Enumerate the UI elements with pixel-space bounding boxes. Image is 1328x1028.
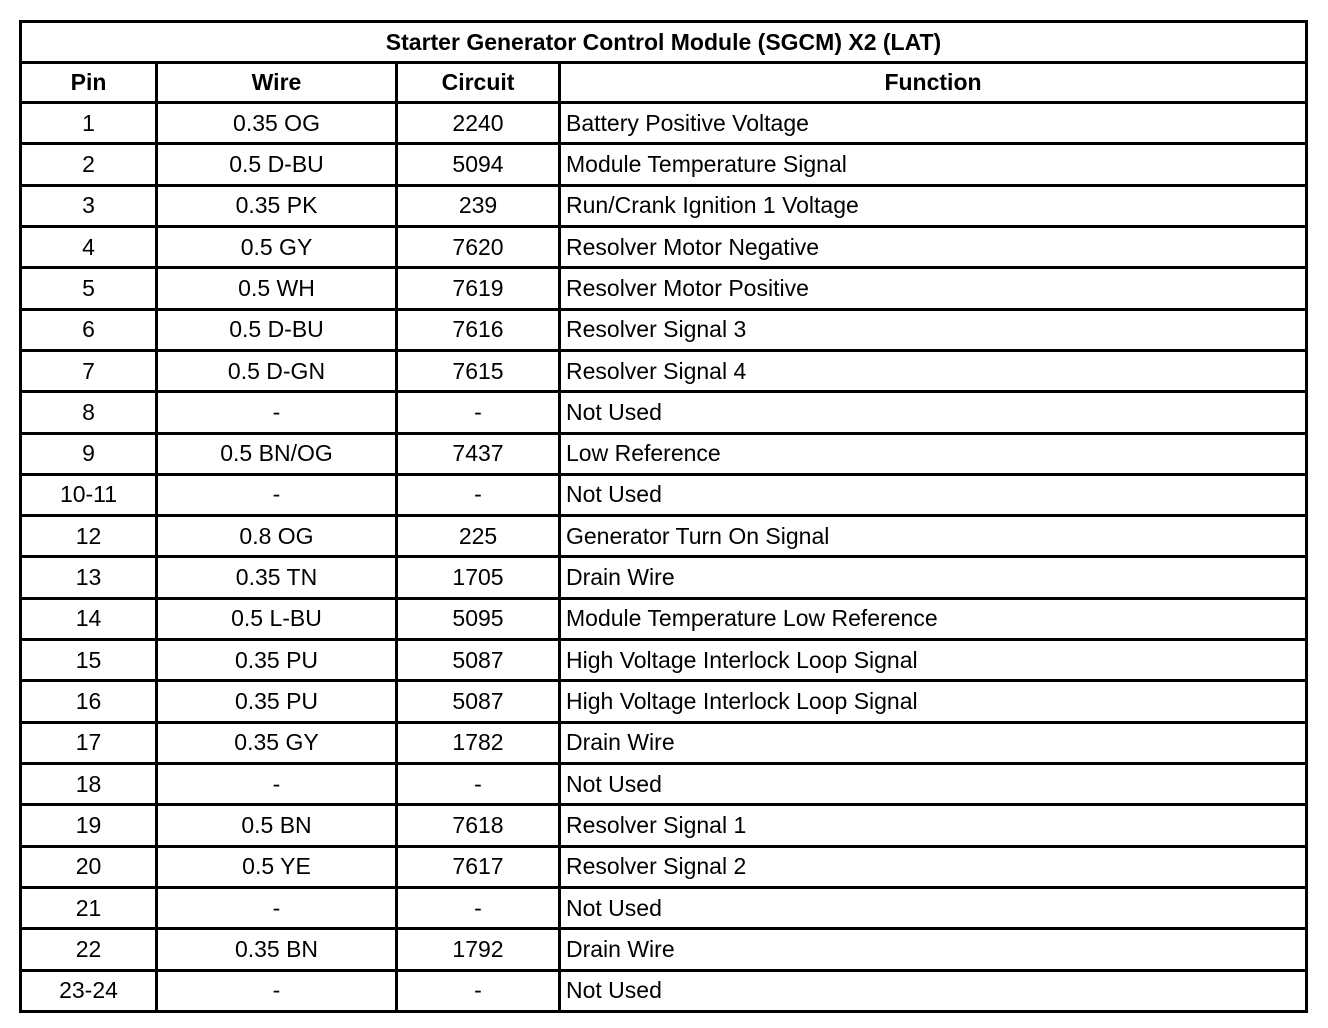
header-wire: Wire — [157, 63, 397, 103]
table-row — [21, 350, 1307, 391]
cell-circuit: 1782 — [397, 722, 560, 763]
cell-pin: 9 — [21, 433, 157, 474]
cell-circuit: 7618 — [397, 805, 560, 846]
cell-wire: - — [157, 970, 397, 1011]
cell-function: Not Used — [560, 887, 1307, 928]
cell-wire: 0.5 D-GN — [157, 350, 397, 391]
cell-pin: 13 — [21, 557, 157, 598]
header-circuit: Circuit — [397, 63, 560, 103]
cell-wire: 0.5 D-BU — [157, 309, 397, 350]
table-row — [21, 392, 1307, 433]
table-row — [21, 598, 1307, 639]
cell-wire: 0.5 L-BU — [157, 598, 397, 639]
cell-pin: 1 — [21, 103, 157, 144]
cell-function: Generator Turn On Signal — [560, 516, 1307, 557]
cell-function: Not Used — [560, 764, 1307, 805]
cell-wire: 0.35 OG — [157, 103, 397, 144]
cell-pin: 17 — [21, 722, 157, 763]
cell-function: Resolver Motor Positive — [560, 268, 1307, 309]
table-body — [21, 103, 1307, 1012]
cell-function: Not Used — [560, 392, 1307, 433]
cell-function: Module Temperature Signal — [560, 144, 1307, 185]
cell-circuit: 1705 — [397, 557, 560, 598]
cell-wire: 0.35 PU — [157, 681, 397, 722]
cell-function: Resolver Signal 1 — [560, 805, 1307, 846]
cell-pin: 22 — [21, 929, 157, 970]
cell-wire: 0.35 PK — [157, 185, 397, 226]
cell-pin: 2 — [21, 144, 157, 185]
cell-pin: 21 — [21, 887, 157, 928]
table-row — [21, 185, 1307, 226]
table-row — [21, 887, 1307, 928]
table-row — [21, 309, 1307, 350]
cell-circuit: 7619 — [397, 268, 560, 309]
cell-circuit: 5087 — [397, 681, 560, 722]
cell-function: Resolver Signal 2 — [560, 846, 1307, 887]
cell-function: High Voltage Interlock Loop Signal — [560, 681, 1307, 722]
cell-function: Resolver Signal 3 — [560, 309, 1307, 350]
cell-circuit: 7620 — [397, 226, 560, 267]
cell-pin: 5 — [21, 268, 157, 309]
cell-wire: 0.35 PU — [157, 640, 397, 681]
cell-wire: 0.35 GY — [157, 722, 397, 763]
cell-function: Low Reference — [560, 433, 1307, 474]
cell-circuit: 5095 — [397, 598, 560, 639]
cell-wire: 0.35 BN — [157, 929, 397, 970]
cell-circuit: 2240 — [397, 103, 560, 144]
cell-wire: - — [157, 764, 397, 805]
cell-function: Battery Positive Voltage — [560, 103, 1307, 144]
cell-pin: 6 — [21, 309, 157, 350]
cell-function: Resolver Motor Negative — [560, 226, 1307, 267]
table-row — [21, 144, 1307, 185]
connector-table-container — [19, 20, 1305, 1013]
cell-function: Not Used — [560, 970, 1307, 1011]
cell-function: Drain Wire — [560, 929, 1307, 970]
header-function: Function — [560, 63, 1307, 103]
cell-wire: 0.5 GY — [157, 226, 397, 267]
cell-pin: 8 — [21, 392, 157, 433]
cell-circuit: - — [397, 474, 560, 515]
cell-circuit: 239 — [397, 185, 560, 226]
cell-pin: 16 — [21, 681, 157, 722]
cell-pin: 19 — [21, 805, 157, 846]
cell-pin: 4 — [21, 226, 157, 267]
cell-wire: 0.5 D-BU — [157, 144, 397, 185]
cell-pin: 18 — [21, 764, 157, 805]
cell-circuit: - — [397, 764, 560, 805]
cell-wire: 0.8 OG — [157, 516, 397, 557]
table-row — [21, 970, 1307, 1011]
cell-function: Drain Wire — [560, 557, 1307, 598]
cell-wire: 0.5 WH — [157, 268, 397, 309]
table-row — [21, 433, 1307, 474]
table-row — [21, 805, 1307, 846]
cell-circuit: 225 — [397, 516, 560, 557]
cell-circuit: 5094 — [397, 144, 560, 185]
table-title-row — [21, 22, 1307, 63]
table-row — [21, 516, 1307, 557]
cell-pin: 14 — [21, 598, 157, 639]
table-row — [21, 846, 1307, 887]
cell-pin: 3 — [21, 185, 157, 226]
cell-pin: 7 — [21, 350, 157, 391]
cell-pin: 10-11 — [21, 474, 157, 515]
cell-circuit: - — [397, 392, 560, 433]
table-row — [21, 226, 1307, 267]
table-row — [21, 722, 1307, 763]
cell-pin: 20 — [21, 846, 157, 887]
table-title: Starter Generator Control Module (SGCM) X2 (LAT) — [21, 22, 1307, 63]
cell-circuit: 7615 — [397, 350, 560, 391]
cell-wire: - — [157, 392, 397, 433]
cell-wire: 0.5 YE — [157, 846, 397, 887]
cell-circuit: - — [397, 970, 560, 1011]
cell-pin: 23-24 — [21, 970, 157, 1011]
cell-circuit: 5087 — [397, 640, 560, 681]
table-row — [21, 268, 1307, 309]
cell-function: Run/Crank Ignition 1 Voltage — [560, 185, 1307, 226]
cell-wire: 0.35 TN — [157, 557, 397, 598]
cell-function: High Voltage Interlock Loop Signal — [560, 640, 1307, 681]
cell-function: Not Used — [560, 474, 1307, 515]
table-header-row — [21, 63, 1307, 103]
connector-pinout-table — [19, 20, 1308, 1013]
table-row — [21, 557, 1307, 598]
cell-wire: 0.5 BN — [157, 805, 397, 846]
cell-circuit: 7437 — [397, 433, 560, 474]
header-pin: Pin — [21, 63, 157, 103]
cell-wire: 0.5 BN/OG — [157, 433, 397, 474]
cell-wire: - — [157, 887, 397, 928]
cell-circuit: 1792 — [397, 929, 560, 970]
table-row — [21, 474, 1307, 515]
cell-pin: 12 — [21, 516, 157, 557]
cell-circuit: - — [397, 887, 560, 928]
table-row — [21, 640, 1307, 681]
cell-wire: - — [157, 474, 397, 515]
table-row — [21, 764, 1307, 805]
table-row — [21, 103, 1307, 144]
cell-function: Drain Wire — [560, 722, 1307, 763]
cell-function: Module Temperature Low Reference — [560, 598, 1307, 639]
table-row — [21, 929, 1307, 970]
table-row — [21, 681, 1307, 722]
cell-function: Resolver Signal 4 — [560, 350, 1307, 391]
cell-circuit: 7616 — [397, 309, 560, 350]
cell-pin: 15 — [21, 640, 157, 681]
cell-circuit: 7617 — [397, 846, 560, 887]
